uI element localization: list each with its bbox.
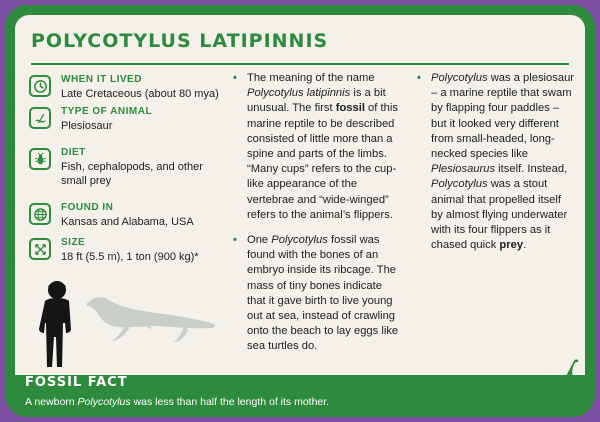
info-label: WHEN IT LIVED (61, 74, 142, 85)
paragraph-plesiosaur: • Polycotylus was a plesiosaur – a marine reptile that swam by flapping four paddles – but it looked very different from small-headed, long-necked species like Plesiosaurus itself. Instead, Polycotylus was a stout animal that propelled itself by almost flying underwater with its four flippers as it chased quick prey. (417, 71, 575, 253)
clock-icon (29, 75, 51, 97)
info-value: Plesiosaur (61, 120, 113, 132)
paragraph-embryo: • One Polycotylus fossil was found with the bones of an embryo inside its ribcage. The mass of tiny bones indicate that it gave birth to live young out at sea, instead of crawling onto the beach to lay eggs like sea turtles do. (233, 233, 403, 355)
text-column-1 (233, 71, 403, 365)
plesiosaur-icon (29, 107, 51, 129)
info-label: TYPE OF ANIMAL (61, 106, 153, 117)
fossil-fact-title: FOSSIL FACT (25, 375, 128, 390)
globe-icon (29, 203, 51, 225)
info-label: FOUND IN (61, 202, 114, 213)
text-column-2 (417, 71, 575, 263)
info-value: Late Cretaceous (about 80 mya) (61, 88, 219, 100)
human-silhouette (39, 281, 71, 367)
size-comparison-illustration (35, 275, 235, 375)
card-panel (15, 15, 585, 375)
info-label: SIZE (61, 237, 86, 248)
info-value: 18 ft (5.5 m), 1 ton (900 kg)* (61, 251, 199, 263)
size-arrows-icon (29, 238, 51, 260)
fact-card (5, 5, 595, 417)
info-value: Kansas and Alabama, USA (61, 216, 194, 228)
dinosaur-logo-icon (550, 355, 586, 383)
info-value: Fish, cephalopods, and other small prey (61, 161, 203, 187)
plesiosaur-silhouette (86, 297, 215, 342)
paragraph-name-meaning: • The meaning of the name Polycotylus latipinnis is a bit unusual. The first fossil of this marine reptile to be described consisted of little more than a spine and parts of the limbs. “Many cups” refers to the cup-like appearance of the vertebrae and “wide-winged” refers to the animal’s flippers. (233, 71, 403, 223)
bug-icon (29, 148, 51, 170)
info-label: DIET (61, 147, 86, 158)
card-title: POLYCOTYLUS LATIPINNIS (31, 30, 329, 52)
title-divider (31, 63, 569, 65)
fossil-fact-text: A newborn Polycotylus was less than half the length of its mother. (25, 396, 330, 408)
